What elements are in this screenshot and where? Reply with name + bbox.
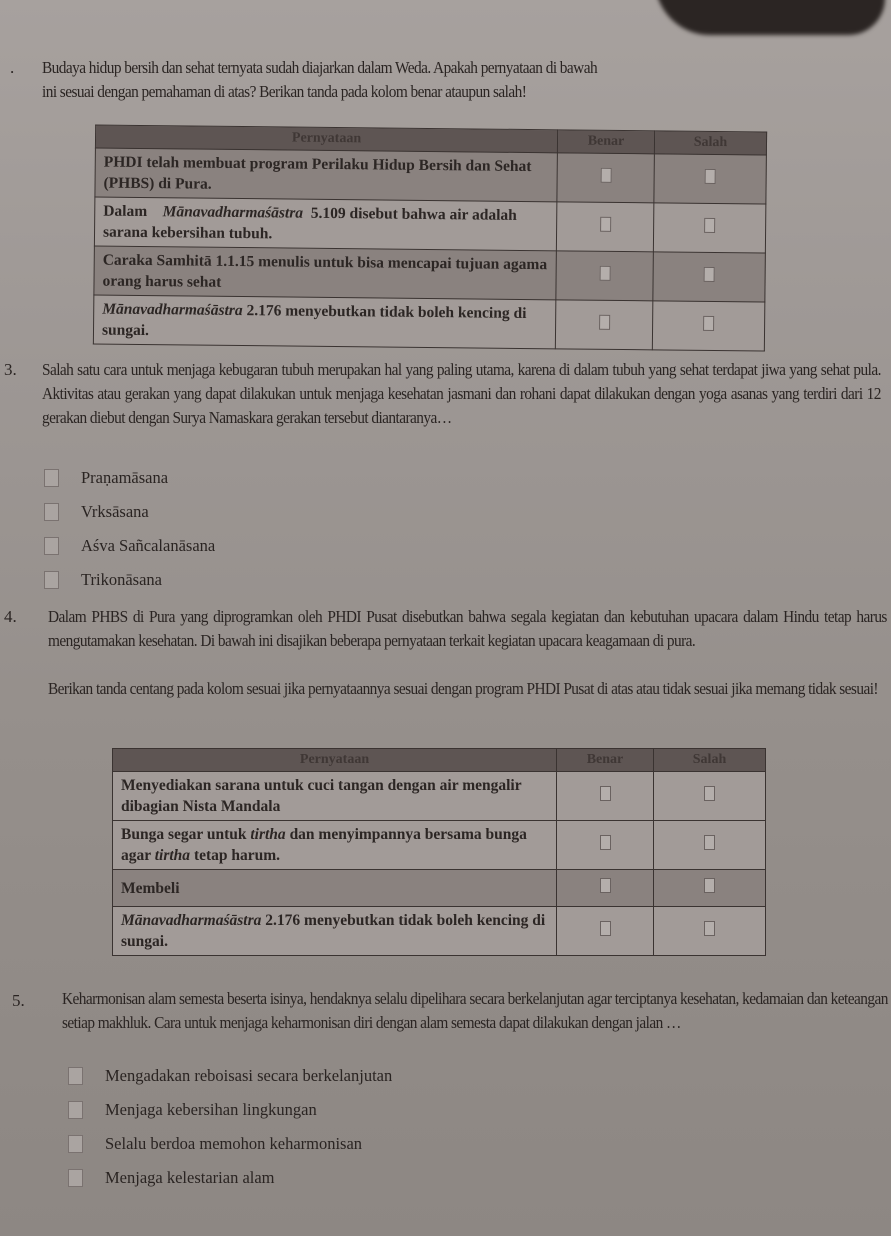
q5-option-2[interactable] — [68, 1093, 392, 1127]
q4-table — [112, 748, 766, 956]
q2-text-line2: ini sesuai dengan pemahaman di atas? Berikan tanda pada kolom benar ataupun salah! — [42, 82, 527, 101]
checkbox[interactable] — [600, 167, 611, 182]
checkbox[interactable] — [704, 835, 715, 850]
q2-row2-salah-cell[interactable] — [653, 203, 766, 253]
checkbox[interactable] — [68, 1067, 83, 1085]
q4-row3-statement: Membeli — [113, 870, 557, 907]
checkbox[interactable] — [44, 537, 59, 555]
q2-row1-statement: PHDI telah membuat program Perilaku Hidup Bersih dan Sehat (PHBS) di Pura. — [95, 148, 557, 202]
q4-row2-statement — [113, 821, 557, 870]
q2-header-benar: Benar — [557, 130, 654, 154]
q3-text: Salah satu cara untuk menjaga kebugaran tubuh merupakan hal yang paling utama, karena di dalam tubuh yang sehat terdapat jiwa yang sehat pula. Aktivitas atau gerakan yang dapat dilakukan untuk menjaga kesehatan jasmani dan rohani dapat dilakukan dengan yoga asanas yang terdiri dari 12 gerakan diebut dengan Surya Namaskara gerakan tersebut diantaranya… — [42, 360, 881, 427]
q3-options — [44, 461, 215, 597]
statement-italic: tirtha — [250, 826, 286, 843]
table-row — [113, 821, 766, 870]
checkbox[interactable] — [704, 878, 715, 893]
q2-number: . — [10, 58, 15, 77]
q4-row4-salah-cell[interactable] — [654, 907, 766, 956]
q4-row2-salah-cell[interactable] — [654, 821, 766, 870]
statement-italic: Mānavadharmaśāstra — [102, 300, 243, 320]
statement-text: tetap harum. — [193, 847, 281, 864]
q4-row3-benar-cell[interactable] — [557, 870, 654, 907]
checkbox[interactable] — [704, 266, 715, 281]
q4-number: 4. — [4, 607, 17, 626]
table-row — [113, 870, 766, 907]
checkbox[interactable] — [68, 1135, 83, 1153]
checkbox[interactable] — [599, 265, 610, 280]
statement-prefix: Dalam — [103, 202, 148, 221]
photo-shadow — [655, 0, 885, 35]
q3-option-3[interactable] — [44, 529, 215, 563]
q4-header-statement: Pernyataan — [113, 749, 557, 772]
q3-option-1[interactable] — [44, 461, 215, 495]
checkbox[interactable] — [600, 878, 611, 893]
q5-text: Keharmonisan alam semesta beserta isinya, hendaknya selalu dipelihara secara berkelanjutan agar terciptanya kesehatan, kedamaian dan keteangan setiap makhluk. Cara untuk menjaga keharmonisan diri dengan alam semesta dapat dilakukan dengan jalan … — [62, 989, 888, 1032]
option-label: Trikonāsana — [81, 570, 162, 589]
statement-text: 2.176 menyebutkan tidak boleh kencing di sungai. — [121, 912, 546, 950]
q3-option-2[interactable] — [44, 495, 215, 529]
q5-option-4[interactable] — [68, 1161, 392, 1195]
q4-row3-salah-cell[interactable] — [654, 870, 766, 907]
checkbox[interactable] — [599, 314, 610, 329]
checkbox[interactable] — [704, 921, 715, 936]
statement-text: Bunga segar untuk — [121, 826, 247, 843]
q5-number: 5. — [12, 991, 25, 1010]
table-row — [93, 295, 764, 351]
option-label: Vrksāsana — [81, 502, 149, 521]
checkbox[interactable] — [600, 216, 611, 231]
q4-row1-benar-cell[interactable] — [557, 772, 654, 821]
checkbox[interactable] — [600, 921, 611, 936]
q4-row4-statement — [113, 907, 557, 956]
q2-row2-statement — [94, 197, 556, 251]
q4-row1-statement: Menyediakan sarana untuk cuci tangan dengan air mengalir dibagian Nista Mandala — [113, 772, 557, 821]
table-row — [113, 772, 766, 821]
q4-header-salah: Salah — [654, 749, 766, 772]
table-row — [113, 907, 766, 956]
q2-row4-salah-cell[interactable] — [652, 301, 765, 351]
q2-header-salah: Salah — [654, 131, 766, 155]
statement-text: 5.109 disebut bahwa air adalah sarana kebersihan tubuh. — [102, 204, 517, 243]
statement-italic: Mānavadharmaśāstra — [162, 203, 304, 222]
table-row — [94, 197, 765, 253]
option-label: Aśva Sañcalanāsana — [81, 536, 216, 555]
checkbox[interactable] — [44, 503, 59, 521]
q2-row3-benar-cell[interactable] — [556, 251, 654, 301]
table-row — [95, 148, 766, 204]
q4-header-benar: Benar — [557, 749, 654, 772]
q2-row3-salah-cell[interactable] — [653, 252, 766, 302]
q4-text: Dalam PHBS di Pura yang diprogramkan oleh PHDI Pusat disebutkan bahwa segala kegiatan dan kebutuhan upacara dalam Hindu tetap harus mengutamakan kesehatan. Di bawah ini disajikan beberapa pernyataan terkait kegiatan upacara keagamaan di pura. — [48, 607, 887, 650]
statement-italic: Mānavadharmaśāstra — [121, 912, 262, 929]
q3-option-4[interactable] — [44, 563, 215, 597]
q2-row3-statement: Caraka Samhitā 1.1.15 menulis untuk bisa mencapai tujuan agama orang harus sehat — [94, 246, 556, 300]
q2-text-line1: Budaya hidup bersih dan sehat ternyata sudah diajarkan dalam Weda. Apakah pernyataan di bawah — [42, 58, 598, 77]
checkbox[interactable] — [704, 786, 715, 801]
option-label: Selalu berdoa memohon keharmonisan — [105, 1134, 363, 1153]
q4-row1-salah-cell[interactable] — [654, 772, 766, 821]
table-row — [94, 246, 765, 302]
q4-row2-benar-cell[interactable] — [557, 821, 654, 870]
checkbox[interactable] — [600, 786, 611, 801]
q5-options — [68, 1059, 392, 1195]
checkbox[interactable] — [44, 571, 59, 589]
q5-option-1[interactable] — [68, 1059, 392, 1093]
checkbox[interactable] — [68, 1169, 83, 1187]
statement-italic: tirtha — [154, 847, 191, 864]
checkbox[interactable] — [68, 1101, 83, 1119]
q2-row4-benar-cell[interactable] — [555, 300, 653, 350]
q2-row4-statement — [93, 295, 555, 349]
checkbox[interactable] — [44, 469, 59, 487]
checkbox[interactable] — [704, 217, 715, 232]
q4-instruction: Berikan tanda centang pada kolom sesuai jika pernyataannya sesuai dengan program PHDI Pusat di atas atau tidak sesuai jika memang tidak sesuai! — [48, 679, 878, 698]
option-label: Menjaga kebersihan lingkungan — [105, 1100, 317, 1119]
q2-row1-benar-cell[interactable] — [557, 153, 655, 203]
q2-row1-salah-cell[interactable] — [654, 154, 767, 204]
q3-number: 3. — [4, 360, 17, 379]
q2-table — [93, 124, 767, 351]
q2-header-statement: Pernyataan — [95, 125, 557, 153]
option-label: Mengadakan reboisasi secara berkelanjutan — [105, 1066, 393, 1085]
checkbox[interactable] — [705, 168, 716, 183]
checkbox[interactable] — [703, 315, 714, 330]
checkbox[interactable] — [600, 835, 611, 850]
option-label: Menjaga kelestarian alam — [105, 1168, 275, 1187]
option-label: Praṇamāsana — [81, 468, 169, 487]
q4-row4-benar-cell[interactable] — [557, 907, 654, 956]
q2-row2-benar-cell[interactable] — [556, 202, 654, 252]
statement-text: dan menyimpannya bersama bunga agar — [121, 826, 527, 864]
statement-text: 2.176 menyebutkan tidak boleh kencing di sungai. — [101, 302, 527, 340]
q5-option-3[interactable] — [68, 1127, 392, 1161]
